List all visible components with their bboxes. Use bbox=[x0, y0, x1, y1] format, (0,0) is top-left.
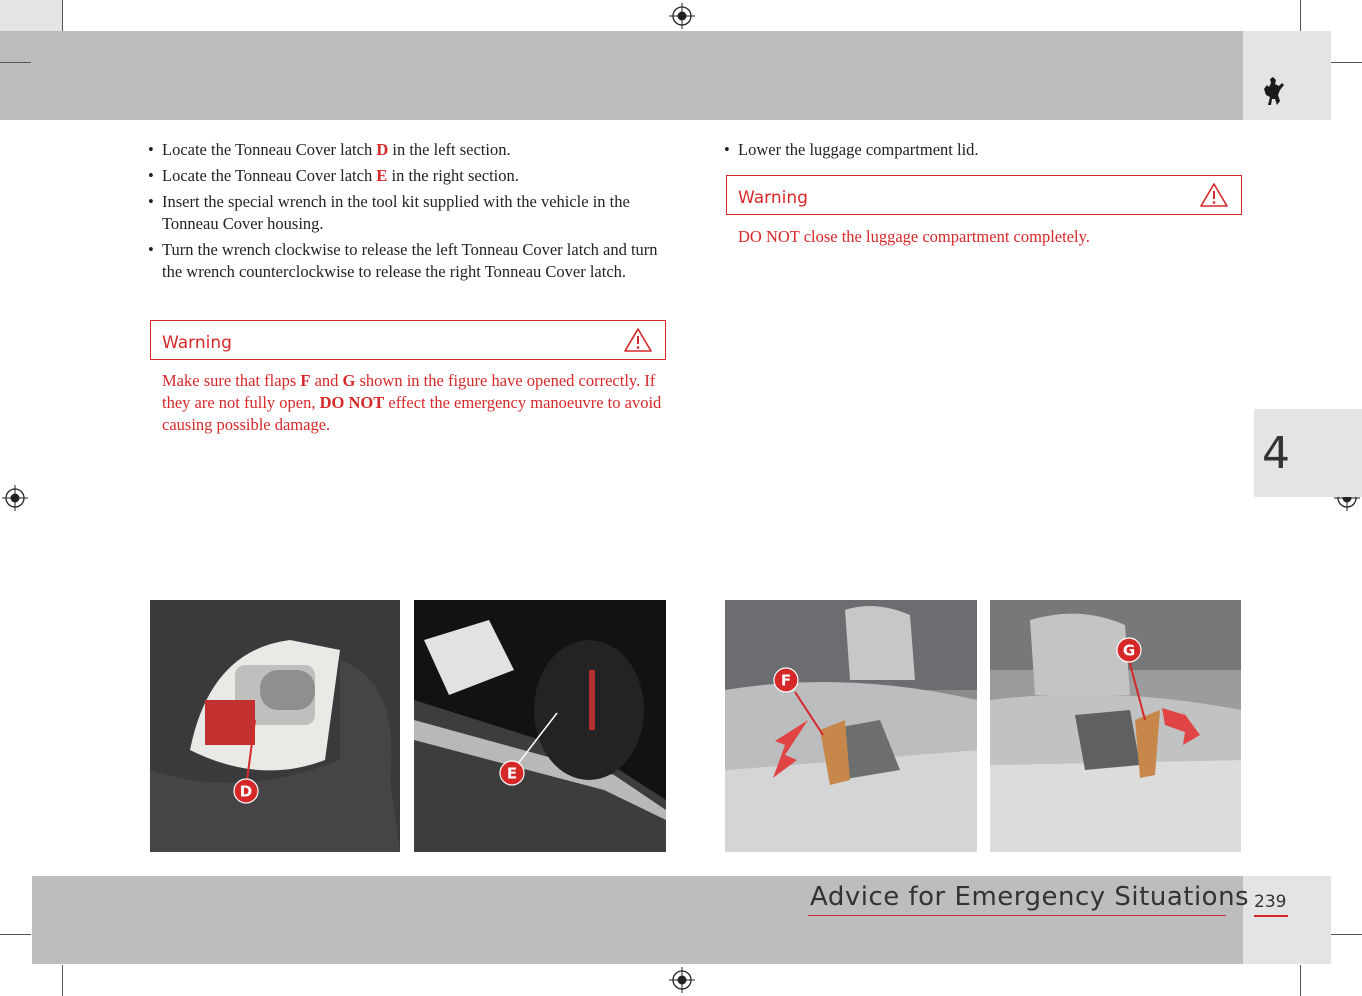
warning-title: Warning bbox=[162, 333, 232, 353]
section-title: Advice for Emergency Situations bbox=[810, 882, 1250, 912]
crop-mark bbox=[1300, 965, 1301, 996]
prancing-horse-icon bbox=[1260, 75, 1286, 107]
list-item: • Locate the Tonneau Cover latch E in the right section. bbox=[146, 165, 666, 187]
warning-text-left: Make sure that flaps F and G shown in the figure have opened correctly. If they are not fully open, DO NOT effect the emergency manoeuvre to avoid causing possible damage. bbox=[162, 371, 662, 434]
crop-mark bbox=[62, 965, 63, 996]
chapter-tab-number: 4 bbox=[1262, 428, 1290, 479]
warning-text-right: DO NOT close the luggage compartment completely. bbox=[738, 227, 1090, 246]
figure-label-f: F bbox=[780, 671, 792, 690]
crop-mark bbox=[1300, 0, 1301, 31]
footer-page-box bbox=[1243, 876, 1331, 964]
warning-triangle-icon bbox=[623, 327, 653, 353]
figure-label-e: E bbox=[506, 764, 518, 783]
warning-box-left bbox=[150, 320, 666, 360]
figure-flap-g bbox=[990, 600, 1241, 852]
figure-label-d: D bbox=[239, 782, 253, 801]
header-logo-box bbox=[1243, 31, 1331, 120]
crop-mark bbox=[0, 62, 31, 63]
list-item: • Insert the special wrench in the tool kit supplied with the vehicle in the Tonneau Cover housing. bbox=[146, 191, 666, 235]
header-band bbox=[0, 31, 1243, 120]
figure-latch-d bbox=[150, 600, 400, 852]
crop-mark bbox=[62, 0, 63, 31]
registration-mark-icon bbox=[669, 3, 695, 29]
section-title-underline bbox=[808, 915, 1226, 916]
registration-mark-icon bbox=[2, 485, 28, 511]
left-instruction-list bbox=[146, 139, 666, 289]
list-item: • Locate the Tonneau Cover latch D in the left section. bbox=[146, 139, 666, 161]
page-number: 239 bbox=[1254, 892, 1287, 912]
registration-mark-icon bbox=[669, 967, 695, 993]
figure-label-g: G bbox=[1122, 641, 1136, 660]
list-item: • Turn the wrench clockwise to release the left Tonneau Cover latch and turn the wrench counterclockwise to release the right Tonneau Cover latch. bbox=[146, 239, 666, 283]
right-instruction-list bbox=[722, 139, 1242, 161]
crop-mark bbox=[1331, 62, 1362, 63]
header-corner-notch bbox=[0, 0, 62, 31]
warning-box-right bbox=[726, 175, 1242, 215]
figure-latch-e bbox=[414, 600, 666, 852]
crop-mark bbox=[0, 934, 31, 935]
latch-label-e: E bbox=[376, 166, 388, 185]
latch-label-d: D bbox=[376, 140, 389, 159]
warning-triangle-icon bbox=[1199, 182, 1229, 208]
crop-mark bbox=[1331, 934, 1362, 935]
warning-title: Warning bbox=[738, 188, 808, 208]
figure-flap-f bbox=[725, 600, 977, 852]
list-item: • Lower the luggage compartment lid. bbox=[722, 139, 1242, 161]
page-number-underline bbox=[1254, 915, 1288, 917]
